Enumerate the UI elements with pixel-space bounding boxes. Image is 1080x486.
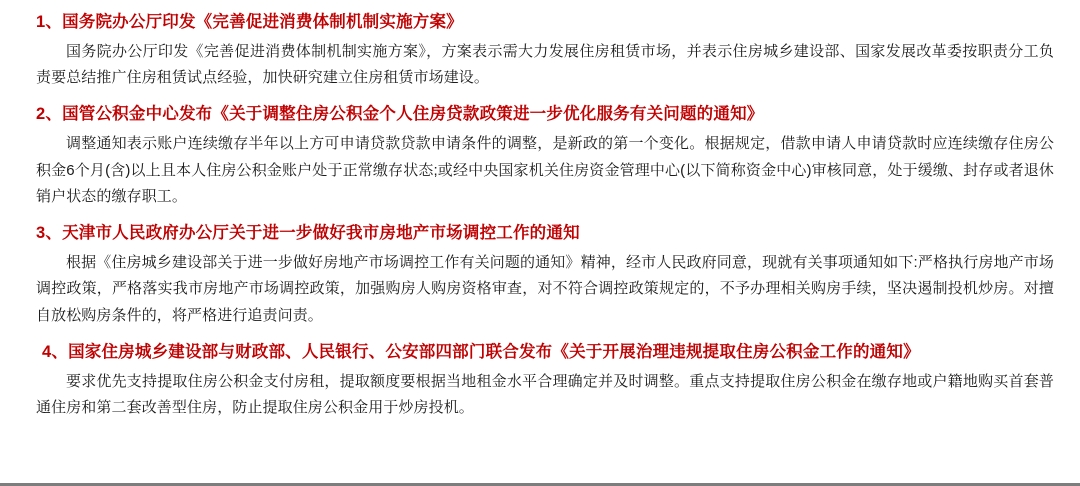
section-paragraph-1: 国务院办公厅印发《完善促进消费体制机制实施方案》，方案表示需大力发展住房租赁市场，并表示住房城乡建设部、国家发展改革委按职责分工负责要总结推广住房租赁试点经验，加快研究建立住房租赁市场建设。 bbox=[36, 42, 1054, 87]
document-section-2 bbox=[36, 102, 1054, 211]
section-paragraph-4: 要求优先支持提取住房公积金支付房租，提取额度要根据当地租金水平合理确定并及时调整。重点支持提取住房公积金在缴存地或户籍地购买首套普通住房和第二套改善型住房，防止提取住房公积金用于炒房投机。 bbox=[36, 372, 1054, 417]
document-section-1 bbox=[36, 10, 1054, 92]
section-paragraph-3: 根据《住房城乡建设部关于进一步做好房地产市场调控工作有关问题的通知》精神，经市人民政府同意，现就有关事项通知如下:严格执行房地产市场调控政策，严格落实我市房地产市场调控政策，加强购房人购房资格审查，对不符合调控政策规定的，不予办理相关购房手续，坚决遏制投机炒房。对擅自放松购房条件的，将严格进行追责问责。 bbox=[36, 253, 1054, 325]
section-heading-4: 4、国家住房城乡建设部与财政部、人民银行、公安部四部门联合发布《关于开展治理违规提取住房公积金工作的通知》 bbox=[42, 342, 920, 361]
section-heading-1: 1、国务院办公厅印发《完善促进消费体制机制实施方案》 bbox=[36, 13, 463, 31]
section-paragraph-2: 调整通知表示账户连续缴存半年以上方可申请贷款贷款申请条件的调整，是新政的第一个变化。根据规定，借款申请人申请贷款时应连续缴存住房公积金6个月(含)以上且本人住房公积金账户处于正常缴存状态;或经中央国家机关住房资金管理中心(以下简称资金中心)审核同意，处于缓缴、封存或者退休销户状态的缴存职工。 bbox=[36, 134, 1054, 206]
document-section-3 bbox=[36, 221, 1054, 330]
section-heading-3: 3、天津市人民政府办公厅关于进一步做好我市房地产市场调控工作的通知 bbox=[36, 223, 580, 242]
document-section-4 bbox=[36, 340, 1054, 422]
section-heading-2: 2、国管公积金中心发布《关于调整住房公积金个人住房贷款政策进一步优化服务有关问题的通知》 bbox=[36, 105, 764, 124]
